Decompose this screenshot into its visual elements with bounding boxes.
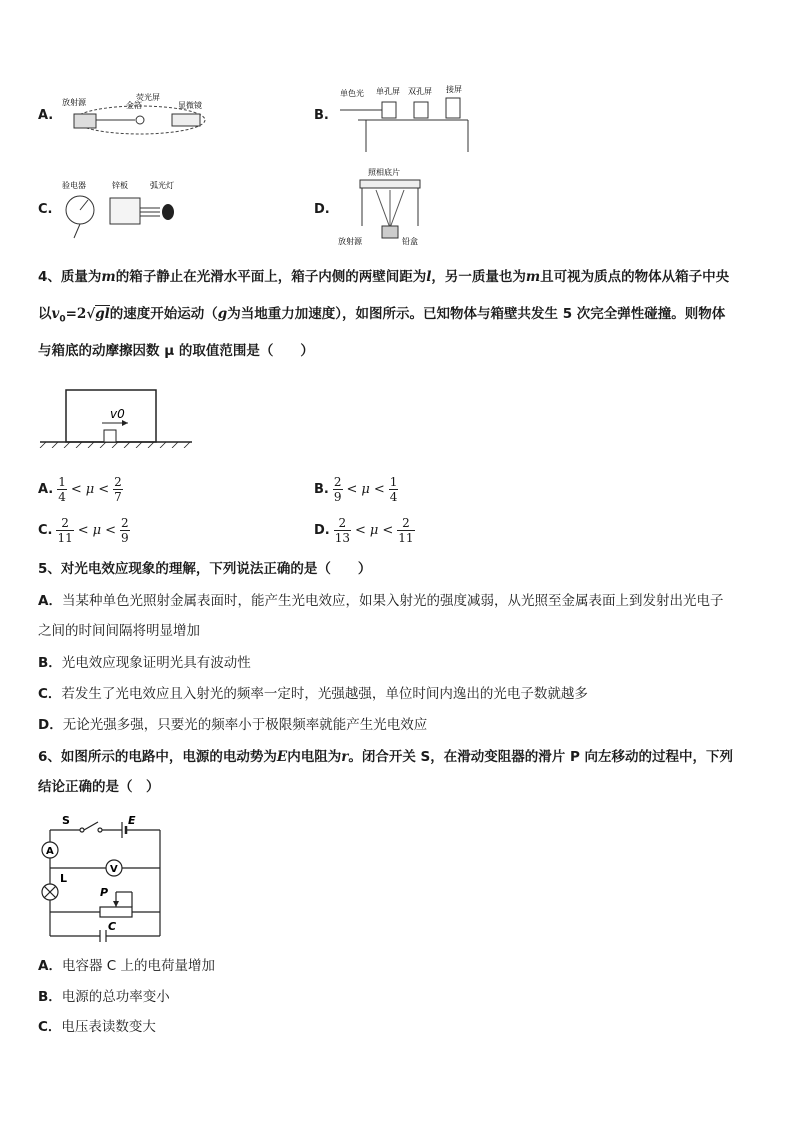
circuit-voltmeter-label: V: [110, 864, 118, 875]
q3-option-c-figure: [58, 178, 188, 242]
q6-option-b: B．电源的总功率变小: [38, 989, 170, 1005]
circuit-capacitor-label: C: [108, 920, 117, 933]
q3-option-a-figure: [60, 90, 220, 145]
q4-option-c: C. $\frac{2}{11}$ < μ < $\frac{2}{9}$: [38, 516, 129, 545]
q3d-source-label: 放射源: [338, 237, 362, 246]
q5-stem: 5、对光电效应现象的理解，下列说法正确的是（ ）: [38, 561, 372, 577]
q4-stem-line1: 4、质量为m的箱子静止在光滑水平面上，箱子内侧的两壁间距为l，另一质量也为m且可视为质点的物体从箱子中央: [38, 269, 730, 285]
q3-option-b-figure: [338, 84, 478, 154]
q6-circuit-figure: [36, 812, 168, 942]
q3-option-a-label: A.: [38, 108, 54, 123]
circuit-switch-label: S: [62, 814, 70, 827]
q3a-source-label: 放射源: [62, 98, 86, 107]
circuit-emf-label: E: [128, 814, 136, 827]
q4-option-b: B. $\frac{2}{9}$ < μ < $\frac{1}{4}$: [314, 475, 398, 504]
q3b-double-slit-label: 双孔屏: [408, 87, 432, 96]
q3-option-d-label: D.: [314, 202, 330, 217]
q3b-light-label: 单色光: [340, 89, 364, 98]
q3-option-d-figure: [338, 166, 438, 246]
q3d-film-label: 照相底片: [368, 168, 400, 177]
circuit-ammeter-label: A: [46, 846, 54, 857]
q4-stem-line3: 与箱底的动摩擦因数 μ 的取值范围是（ ）: [38, 343, 314, 359]
q5-option-a-cont: 之间的时间间隔将明显增加: [38, 623, 200, 639]
q5-option-d: D．无论光强多强，只要光的频率小于极限频率就能产生光电效应: [38, 717, 428, 733]
q3a-screen-label: 荧光屏: [136, 93, 160, 102]
q5-option-c: C．若发生了光电效应且入射光的频率一定时，光强越强，单位时间内逸出的光电子数就越多: [38, 686, 588, 702]
q3c-electroscope-label: 验电器: [62, 181, 86, 190]
q3-option-b-label: B.: [314, 108, 329, 123]
q3b-screen-label: 接屏: [446, 85, 462, 94]
q4-option-d: D. $\frac{2}{13}$ < μ < $\frac{2}{11}$: [314, 516, 414, 545]
circuit-lamp-label: L: [60, 872, 68, 885]
q4-stem-line2: 以$v_0=2√gl$的速度开始运动（g为当地重力加速度），如图所示。已知物体与箱壁共发生 5 次完全弹性碰撞。则物体: [38, 306, 726, 325]
circuit-slider-label: P: [100, 886, 109, 899]
q5-option-b: B．光电效应现象证明光具有波动性: [38, 655, 251, 671]
q3b-single-slit-label: 单孔屏: [376, 87, 400, 96]
q3c-zinc-label: 锌板: [112, 181, 128, 190]
q3a-microscope-label: 显微镜: [178, 101, 202, 110]
q3c-arclamp-label: 弧光灯: [150, 181, 174, 190]
q4-option-a: A. $\frac{1}{4}$ < μ < $\frac{2}{7}$: [38, 475, 122, 504]
q6-stem-line1: 6、如图所示的电路中，电源的电动势为E内电阻为r。闭合开关 S，在滑动变阻器的滑片 P 向左移动的过程中，下列: [38, 749, 734, 765]
q6-option-c: C．电压表读数变大: [38, 1019, 156, 1035]
q4-v0-label: v0: [110, 407, 125, 421]
q3d-lead-box-label: 铅盒: [402, 237, 418, 246]
q5-option-a: A．当某种单色光照射金属表面时，能产生光电效应，如果入射光的强度减弱，从光照至金属表面上到发射出光电子: [38, 593, 724, 609]
q3a-foil-label: 金箔: [126, 101, 142, 110]
q4-box-figure: [38, 384, 198, 448]
q6-stem-line2: 结论正确的是（ ）: [38, 779, 160, 795]
q6-option-a: A．电容器 C 上的电荷量增加: [38, 958, 215, 974]
q3-option-c-label: C.: [38, 202, 53, 217]
